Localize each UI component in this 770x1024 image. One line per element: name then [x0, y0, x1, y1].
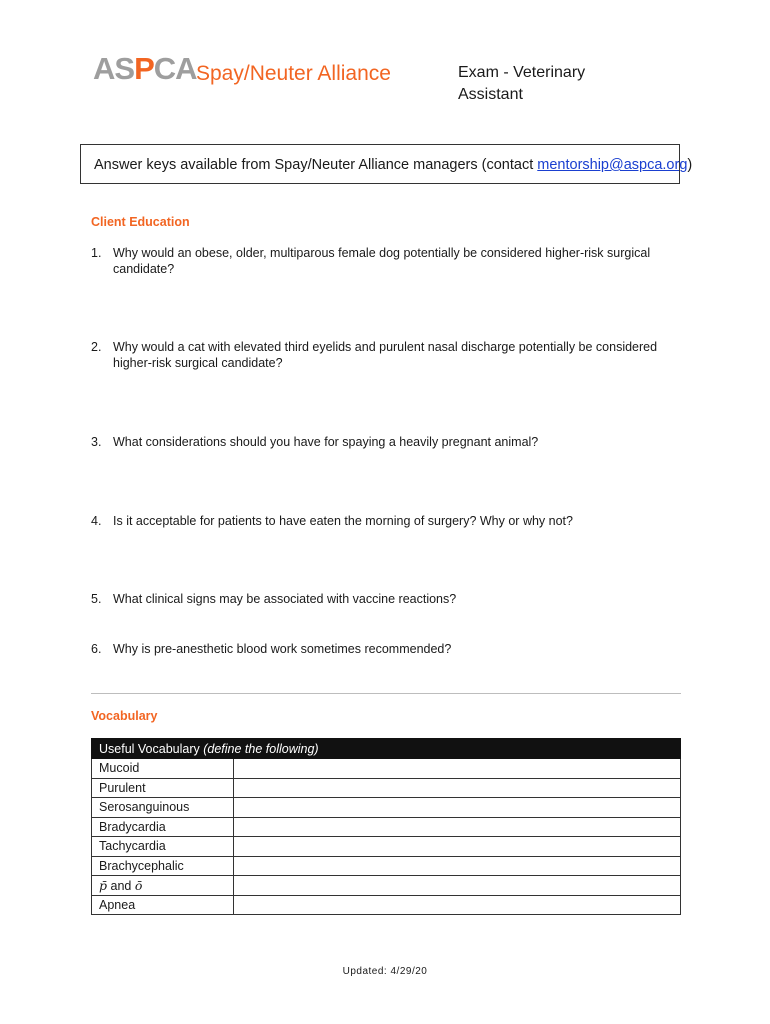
table-row: [92, 837, 681, 857]
vocab-term-symbols: [92, 876, 234, 896]
vocab-term: Serosanguinous: [92, 798, 234, 818]
notice-text: Answer keys available from Spay/Neuter Alliance managers (contact: [94, 157, 538, 173]
question-text: What clinical signs may be associated with vaccine reactions?: [113, 592, 457, 606]
vocab-term: Apnea: [92, 895, 234, 915]
vocab-term: Mucoid: [92, 759, 234, 779]
definition-cell[interactable]: [234, 798, 681, 818]
question-text: Why would a cat with elevated third eyelids and purulent nasal discharge potentially be considered higher-risk surgical candidate?: [113, 340, 658, 370]
question-number: 4.: [91, 514, 102, 528]
table-row: [92, 798, 681, 818]
vocabulary-table-title: [92, 739, 681, 759]
exam-title: Exam - Veterinary Assistant: [458, 64, 586, 103]
logo-suffix: CA: [153, 51, 197, 86]
table-row: [92, 778, 681, 798]
answer-key-notice: [80, 144, 693, 184]
question-4: [91, 513, 671, 529]
symbol-joiner: and: [107, 878, 135, 893]
updated-date: Updated: 4/29/20: [342, 966, 428, 977]
client-education-heading: Client Education: [91, 215, 190, 229]
definition-cell[interactable]: [234, 876, 681, 896]
definition-cell[interactable]: [234, 895, 681, 915]
question-number: 5.: [91, 592, 102, 606]
symbol-p-bar: p̄: [99, 877, 108, 893]
question-3: [91, 434, 671, 450]
question-text: Why would an obese, older, multiparous female dog potentially be considered higher-risk surgical candidate?: [113, 246, 651, 276]
question-text: What considerations should you have for spaying a heavily pregnant animal?: [113, 435, 539, 449]
question-5: [91, 591, 671, 607]
definition-cell[interactable]: [234, 759, 681, 779]
question-number: 3.: [91, 435, 102, 449]
question-1: [91, 245, 671, 277]
definition-cell[interactable]: [234, 837, 681, 857]
vocab-term: Tachycardia: [92, 837, 234, 857]
table-row: [92, 895, 681, 915]
logo-accent: P: [134, 51, 154, 86]
definition-cell[interactable]: [234, 778, 681, 798]
table-row: [92, 817, 681, 837]
question-6: [91, 641, 671, 657]
question-number: 2.: [91, 340, 102, 354]
vocab-term: Brachycephalic: [92, 856, 234, 876]
table-row: [92, 876, 681, 896]
vocab-term: Purulent: [92, 778, 234, 798]
notice-closing: ): [687, 157, 693, 173]
vocab-header-note: (define the following): [203, 741, 319, 756]
page-header: [93, 51, 653, 103]
org-name: Spay/Neuter Alliance: [196, 62, 391, 85]
question-number: 6.: [91, 642, 102, 656]
question-text: Why is pre-anesthetic blood work sometimes recommended?: [113, 642, 452, 656]
question-number: 1.: [91, 246, 102, 260]
section-divider: [91, 693, 681, 694]
vocabulary-heading: Vocabulary: [91, 709, 158, 723]
question-text: Is it acceptable for patients to have eaten the morning of surgery? Why or why not?: [113, 514, 573, 528]
symbol-o-bar: ō: [134, 877, 143, 893]
definition-cell[interactable]: [234, 856, 681, 876]
vocabulary-table: [91, 738, 681, 915]
table-row: [92, 759, 681, 779]
aspca-logo: [93, 52, 197, 86]
definition-cell[interactable]: [234, 817, 681, 837]
vocabulary-table-header: [92, 739, 681, 759]
vocab-term: Bradycardia: [92, 817, 234, 837]
question-2: [91, 339, 671, 371]
mentorship-email-link[interactable]: mentorship@aspca.org: [537, 157, 688, 173]
vocab-header-label: Useful Vocabulary: [99, 741, 204, 756]
table-row: [92, 856, 681, 876]
logo-prefix: AS: [93, 51, 135, 86]
